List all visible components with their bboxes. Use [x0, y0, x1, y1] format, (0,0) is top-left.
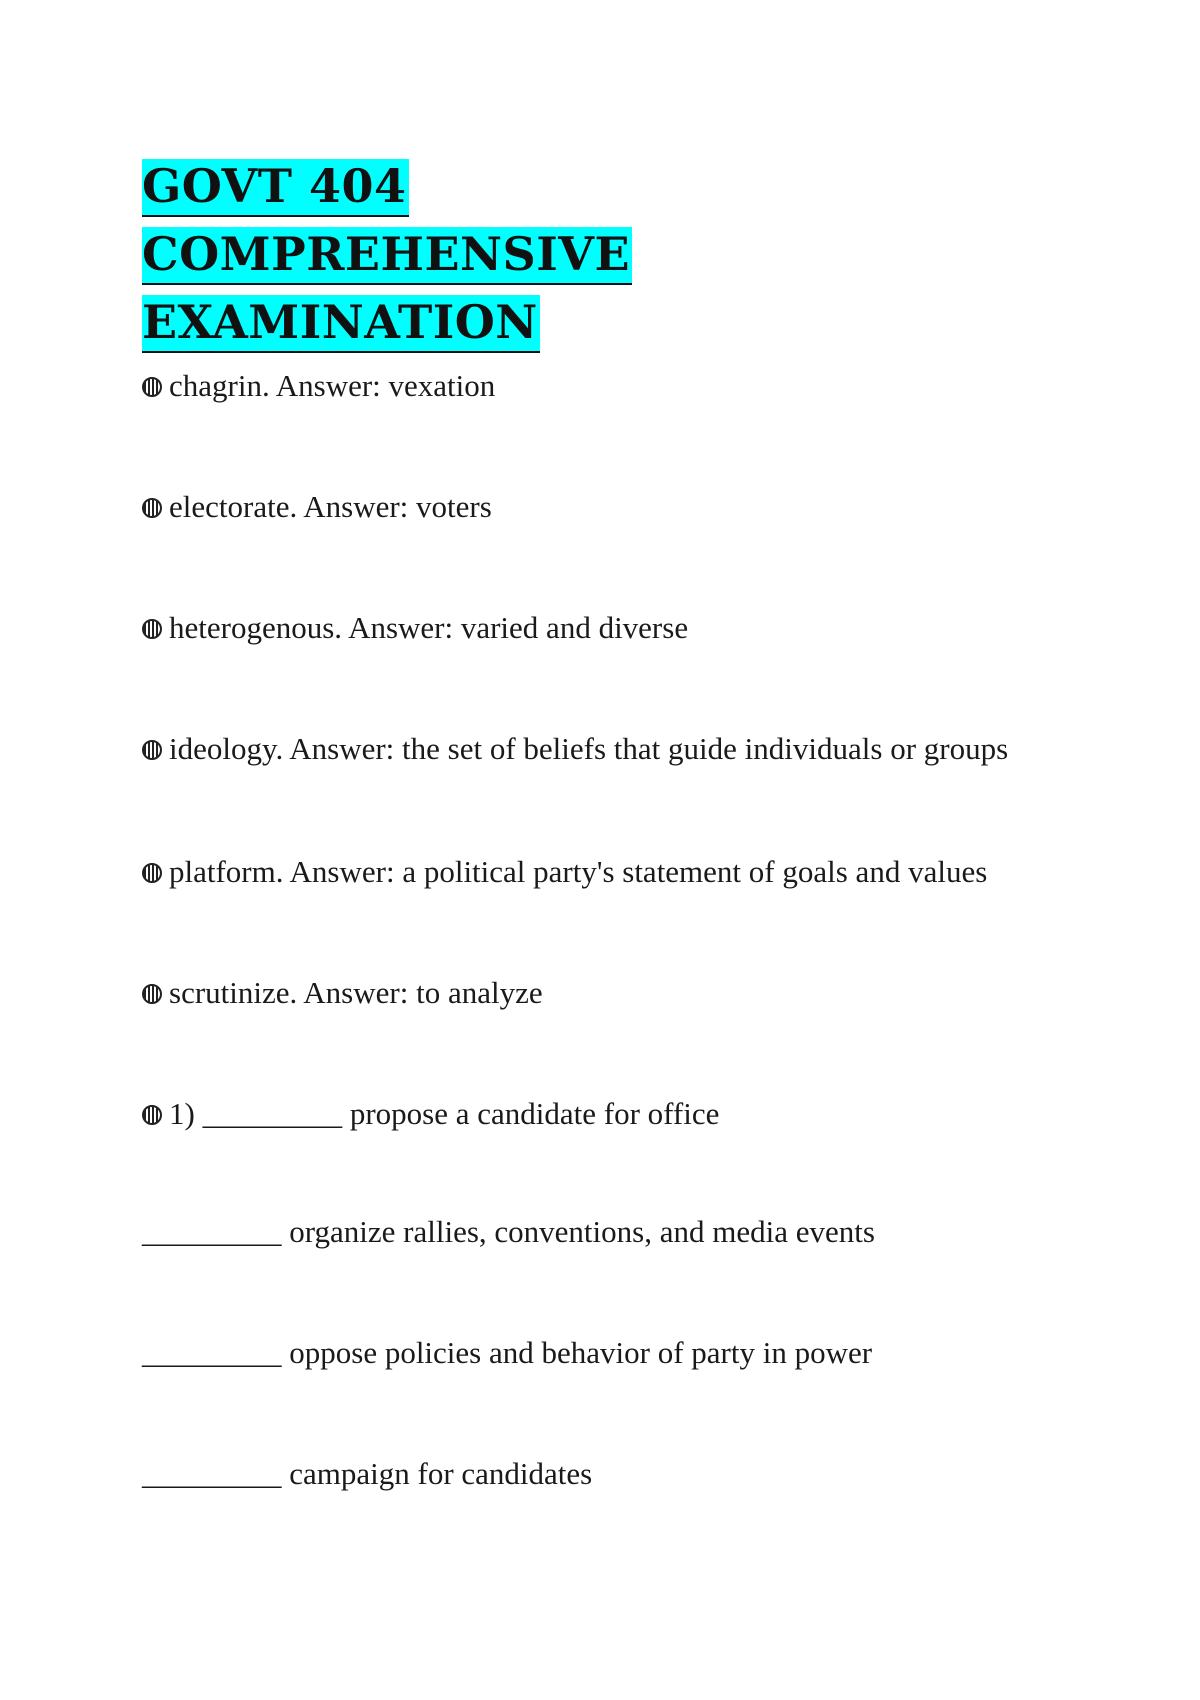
title-line-1: GOVT 404 COMPREHENSIVE — [142, 159, 632, 285]
list-item-text: ideology. Answer: the set of beliefs that guide individuals or groups — [169, 731, 1009, 766]
bullet-icon — [142, 863, 162, 883]
continuation-line: _________ campaign for candidates — [142, 1456, 593, 1491]
title-line-2: EXAMINATION — [142, 295, 540, 353]
list-item — [142, 729, 1008, 769]
bullet-icon — [142, 619, 162, 639]
list-item — [142, 608, 688, 648]
continuation-line: _________ oppose policies and behavior of party in power — [142, 1335, 873, 1370]
list-item-text: 1) _________ propose a candidate for office — [169, 1096, 720, 1131]
bullet-icon — [142, 498, 162, 518]
list-item-text: heterogenous. Answer: varied and diverse — [169, 610, 689, 645]
continuation-line: _________ organize rallies, conventions, and media events — [142, 1214, 875, 1249]
list-item — [142, 973, 543, 1013]
list-item-text: platform. Answer: a political party's statement of goals and values — [169, 854, 988, 889]
list-item-text: scrutinize. Answer: to analyze — [169, 975, 543, 1010]
list-item — [142, 487, 492, 527]
list-item-text: chagrin. Answer: vexation — [169, 368, 496, 403]
list-item — [142, 852, 987, 892]
list-item — [142, 366, 495, 406]
list-item — [142, 1094, 719, 1134]
bullet-icon — [142, 1105, 162, 1125]
bullet-icon — [142, 377, 162, 397]
bullet-icon — [142, 984, 162, 1004]
bullet-icon — [142, 740, 162, 760]
list-item-text: electorate. Answer: voters — [169, 489, 492, 524]
page-title — [142, 152, 902, 356]
